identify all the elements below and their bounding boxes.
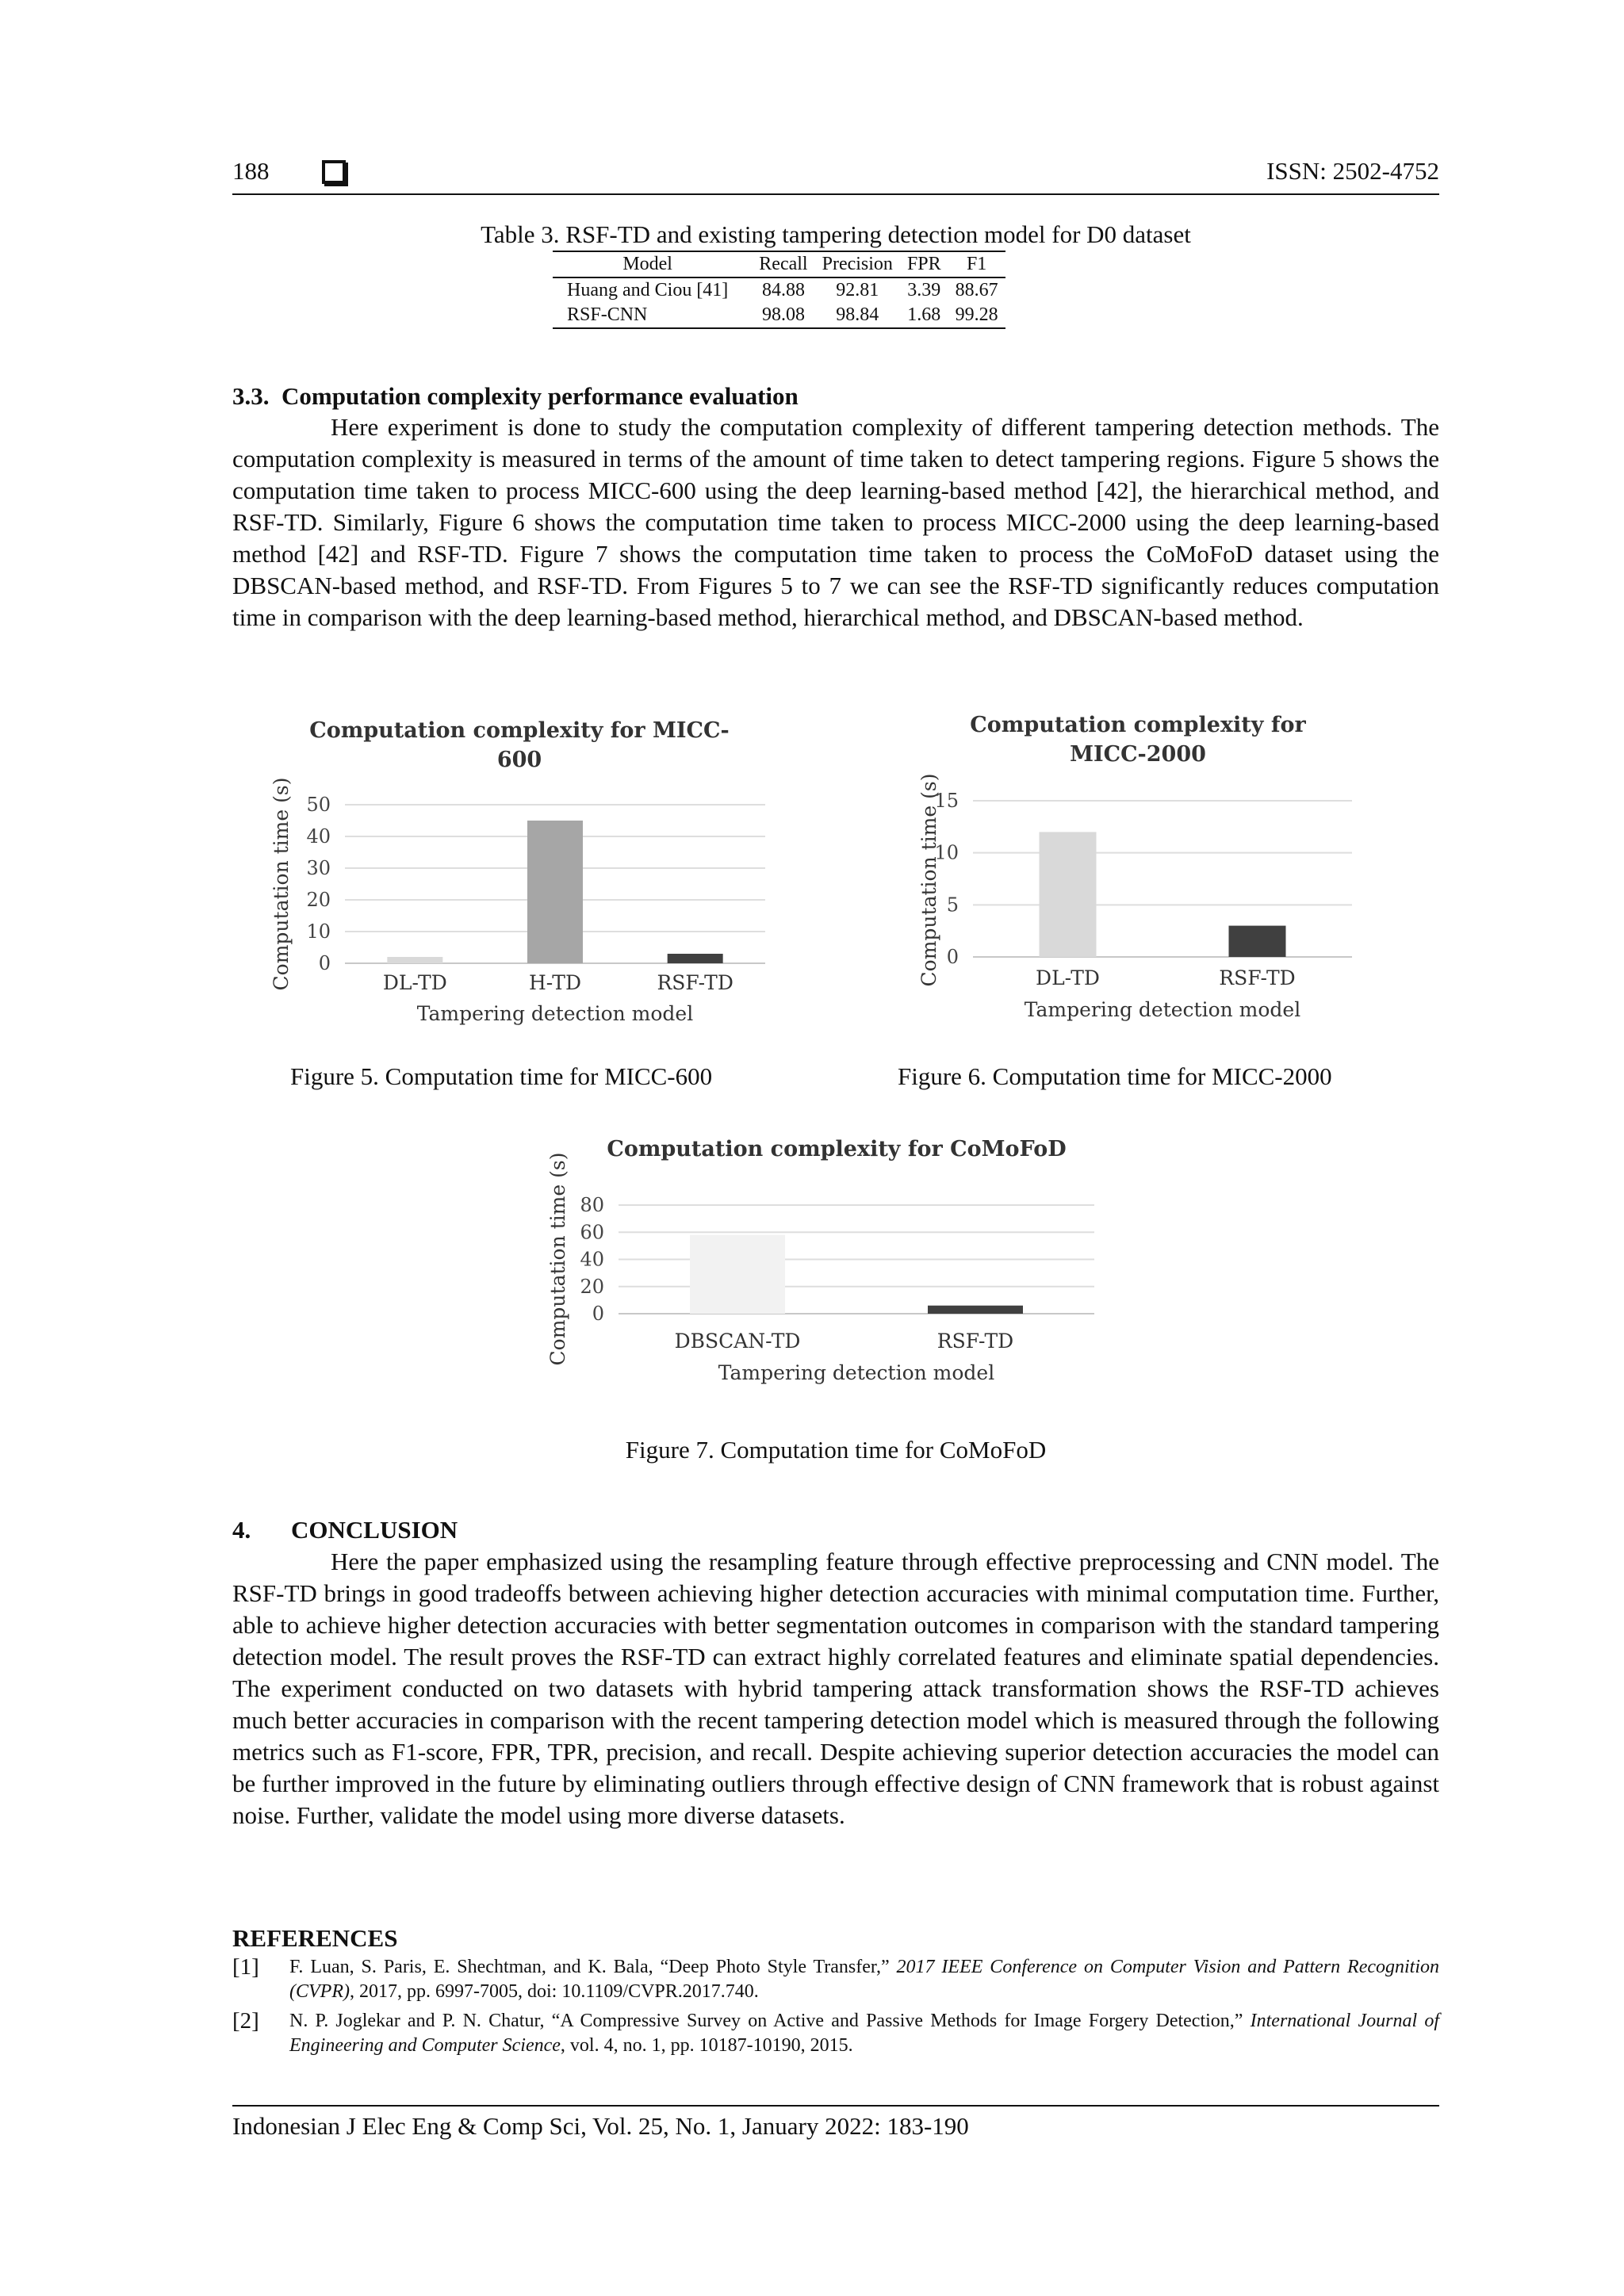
table-header-cell: FPR [906,254,941,274]
reference-details: , 2017, pp. 6997-7005, doi: 10.1109/CVPR.2017.740. [349,1981,759,2002]
y-axis-title: Computation time (s) [546,1152,569,1366]
table-header-cell: Precision [822,254,893,274]
issn: ISSN: 2502-4752 [1266,157,1439,185]
bar-dbscan-td [690,1235,785,1314]
table-row [553,277,1005,303]
figure-5-caption: Figure 5. Computation time for MICC-600 [290,1062,713,1090]
table-cell: 99.28 [955,304,998,325]
y-tick-label: 5 [946,894,959,916]
conclusion-heading [232,1516,458,1544]
table-cell: 92.81 [836,280,879,300]
table-cell: 1.68 [907,304,941,325]
x-tick-label: H-TD [528,971,582,994]
x-tick-label: RSF-TD [657,971,733,994]
bar-rsf-td [1229,926,1286,957]
bar-rsf-td [928,1306,1023,1314]
y-tick-label: 0 [318,952,331,974]
table-cell: 84.88 [761,280,805,300]
figure-6-chart [908,702,1384,1035]
x-axis-title: Tampering detection model [416,1002,694,1025]
y-tick-label: 10 [306,920,331,943]
conclusion-paragraph: Here the paper emphasized using the resampling feature through effective preprocessing and CNN model. The RSF-TD brings in good tradeoffs between achieving higher detection accuracies with minimal computation time. Further, able to achieve higher detection accuracies with better segmentation outcomes in comparison with the standard tampering detection model. The result proves the RSF-TD can extract highly correlated features and eliminate spatial dependencies. The experiment conducted on two datasets with hybrid tampering attack transformation shows the RSF-TD achieves much better accuracies in comparison with the recent tampering detection model which is measured through the following metrics such as F1-score, FPR, TPR, precision, and recall. Despite achieving superior detection accuracies the model can be further improved in the future by eliminating outliers through effective design of CNN framework that is robust against noise. Further, validate the model using more diverse datasets. [232,1548,1439,1829]
chart-title: MICC-2000 [1070,742,1206,767]
reference-number: [2] [232,2008,259,2034]
y-tick-label: 50 [306,794,331,816]
x-tick-label: RSF-TD [936,1330,1014,1353]
chart-title: 600 [496,748,542,772]
table-row [553,303,1005,328]
table-header-cell: Recall [759,254,808,274]
conclusion-heading-number: 4. [232,1516,251,1544]
x-axis-title: Tampering detection model [718,1361,995,1384]
y-tick-label: 20 [306,889,331,911]
reference-authors-title: F. Luan, S. Paris, E. Shechtman, and K. Bala, “Deep Photo Style Transfer,” [289,1957,897,1977]
conclusion-heading-title: CONCLUSION [291,1516,458,1544]
figure-7-chart [531,1130,1110,1415]
reference-item [232,2009,1439,2058]
y-axis-title: Computation time (s) [270,777,293,991]
bar-dl-td [1040,832,1097,957]
y-tick-label: 0 [592,1303,604,1325]
y-axis-title: Computation time (s) [917,773,940,987]
table-header-row [553,251,1005,277]
y-tick-label: 60 [580,1221,604,1244]
x-tick-label: DL-TD [382,971,447,994]
figure-6-caption: Figure 6. Computation time for MICC-2000 [898,1062,1332,1090]
y-tick-label: 40 [580,1248,604,1271]
results-table [553,251,1005,329]
bar-rsf-td [668,954,723,963]
table-header-cell: F1 [966,254,987,274]
figure-7-caption: Figure 7. Computation time for CoMoFoD [625,1436,1047,1464]
y-tick-label: 15 [934,790,959,812]
x-axis-title: Tampering detection model [1024,998,1301,1021]
chart-title: Computation complexity for MICC- [309,718,730,743]
x-tick-label: RSF-TD [1219,966,1296,989]
page-header [232,157,1439,193]
reference-details: , vol. 4, no. 1, pp. 10187-10190, 2015. [560,2035,853,2056]
section-paragraph: Here experiment is done to study the computation complexity of different tampering detection methods. The computation complexity is measured in terms of the amount of time taken to detect tampering regions. Figure 5 shows the computation time taken to process MICC-600 using the deep learning-based method [42], the hierarchical method, and RSF-TD. Similarly, Figure 6 shows the computation time taken to process MICC-2000 using the deep learning-based method [42] and RSF-TD. Figure 7 shows the computation time taken to process the CoMoFoD dataset using the DBSCAN-based method, and RSF-TD. From Figures 5 to 7 we can see the RSF-TD significantly reduces computation time in comparison with the deep learning-based method, hierarchical method, and DBSCAN-based method. [232,413,1439,631]
reference-venue: 2017 IEEE Conference on Computer Vision and Pattern Recognition (CVPR) [289,1957,1440,2002]
chart-title: Computation complexity for [970,713,1306,737]
page-number: 188 [232,157,270,185]
table-cell: 3.39 [907,280,941,300]
chart-title: Computation complexity for CoMoFoD [607,1137,1067,1161]
x-tick-label: DBSCAN-TD [674,1330,801,1353]
bar-dl-td [387,957,442,963]
table-header-cell: Model [622,254,672,274]
checkbox-square-icon [322,160,346,184]
reference-number: [1] [232,1954,259,1980]
table-cell: Huang and Ciou [41] [567,280,729,300]
section-heading: 3.3. Computation complexity performance evaluation [232,382,799,410]
x-tick-label: DL-TD [1036,966,1100,989]
y-tick-label: 0 [946,946,959,968]
table-cell: 98.84 [836,304,879,325]
header-rule [232,193,1439,195]
references-list [232,1955,1439,2063]
table-cell: 98.08 [761,304,805,325]
table-cell: RSF-CNN [567,304,648,325]
footer-rule [232,2105,1439,2107]
reference-item [232,1955,1439,2004]
references-heading: REFERENCES [232,1924,398,1952]
y-tick-label: 10 [934,841,959,864]
table-cell: 88.67 [955,280,998,300]
figure-5-chart [262,706,777,1039]
bar-h-td [527,821,583,963]
y-tick-label: 20 [580,1275,604,1298]
page-footer: Indonesian J Elec Eng & Comp Sci, Vol. 25, No. 1, January 2022: 183-190 [232,2112,969,2140]
table-caption: Table 3. RSF-TD and existing tampering detection model for D0 dataset [481,220,1191,248]
reference-venue: International Journal of Engineering and Computer Science [289,2011,1439,2056]
y-tick-label: 80 [580,1194,604,1216]
reference-authors-title: N. P. Joglekar and P. N. Chatur, “A Compressive Survey on Active and Passive Methods for Image Forgery Detection,” [289,2011,1251,2031]
y-tick-label: 30 [306,857,331,879]
y-tick-label: 40 [306,825,331,848]
